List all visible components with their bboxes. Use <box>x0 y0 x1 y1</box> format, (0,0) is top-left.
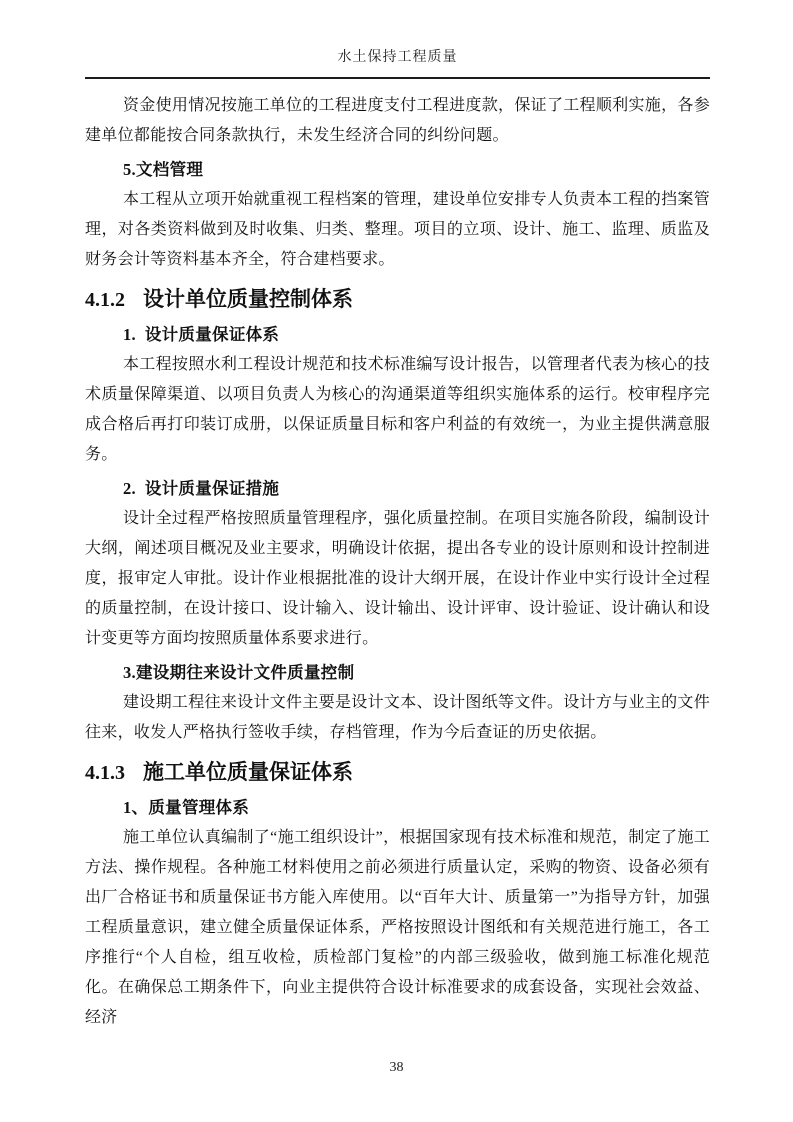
subheading-quality-management-system: 1、质量管理体系 <box>123 798 250 817</box>
header-title: 水土保持工程质量 <box>85 46 710 79</box>
subheading-design-quality-system: 1. 设计质量保证体系 <box>123 325 280 344</box>
subheading-design-quality-measures: 2. 设计质量保证措施 <box>123 479 280 498</box>
section-heading-4-1-2 <box>85 284 710 316</box>
subheading-document-management: 5.文档管理 <box>123 160 204 179</box>
section-heading-4-1-3 <box>85 757 710 789</box>
paragraph-construction-period-documents: 建设期工程往来设计文件主要是设计文本、设计图纸等文件。设计方与业主的文件往来，收发人严格执行签收手续，存档管理，作为今后查证的历史依据。 <box>85 694 710 741</box>
page-footer <box>0 1060 793 1076</box>
section-number: 4.1.2 <box>85 289 125 311</box>
section-title: 设计单位质量控制体系 <box>143 288 353 311</box>
section-title: 施工单位质量保证体系 <box>143 761 353 784</box>
page-header <box>85 46 710 79</box>
paragraph-funding-usage: 资金使用情况按施工单位的工程进度支付工程进度款，保证了工程顺利实施，各参建单位都能按合同条款执行，未发生经济合同的纠纷问题。 <box>85 97 710 144</box>
document-body <box>85 91 710 1033</box>
subheading-construction-period-documents: 3.建设期往来设计文件质量控制 <box>123 663 355 682</box>
page-number: 38 <box>389 1060 404 1075</box>
section-number: 4.1.3 <box>85 762 125 784</box>
paragraph-archive-management: 本工程从立项开始就重视工程档案的管理，建设单位安排专人负责本工程的挡案管理，对各类资料做到及时收集、归类、整理。项目的立项、设计、施工、监理、质监及财务会计等资料基本齐全，符合建档要求。 <box>85 191 710 268</box>
paragraph-design-quality-measures: 设计全过程严格按照质量管理程序，强化质量控制。在项目实施各阶段，编制设计大纲，阐述项目概况及业主要求，明确设计依据，提出各专业的设计原则和设计控制进度，报审定人审批。设计作业根据批准的设计大纲开展，在设计作业中实行设计全过程的质量控制，在设计接口、设计输入、设计输出、设计评审、设计验证、设计确认和设计变更等方面均按照质量体系要求进行。 <box>85 510 710 647</box>
paragraph-design-quality-system: 本工程按照水利工程设计规范和技术标准编写设计报告，以管理者代表为核心的技术质量保障渠道、以项目负责人为核心的沟通渠道等组织实施体系的运行。校审程序完成合格后再打印装订成册，以保证质量目标和客户利益的有效统一，为业主提供满意服务。 <box>85 356 710 463</box>
paragraph-construction-unit-quality: 施工单位认真编制了“施工组织设计”，根据国家现有技术标准和规范，制定了施工方法、操作规程。各种施工材料使用之前必须进行质量认定，采购的物资、设备必须有出厂合格证书和质量保证书方能入库使用。以“百年大计、质量第一”为指导方针，加强工程质量意识，建立健全质量保证体系，严格按照设计图纸和有关规范进行施工，各工序推行“个人自检，组互收检，质检部门复检”的内部三级验收，做到施工标准化规范化。在确保总工期条件下，向业主提供符合设计标准要求的成套设备，实现社会效益、经济 <box>85 829 710 1026</box>
